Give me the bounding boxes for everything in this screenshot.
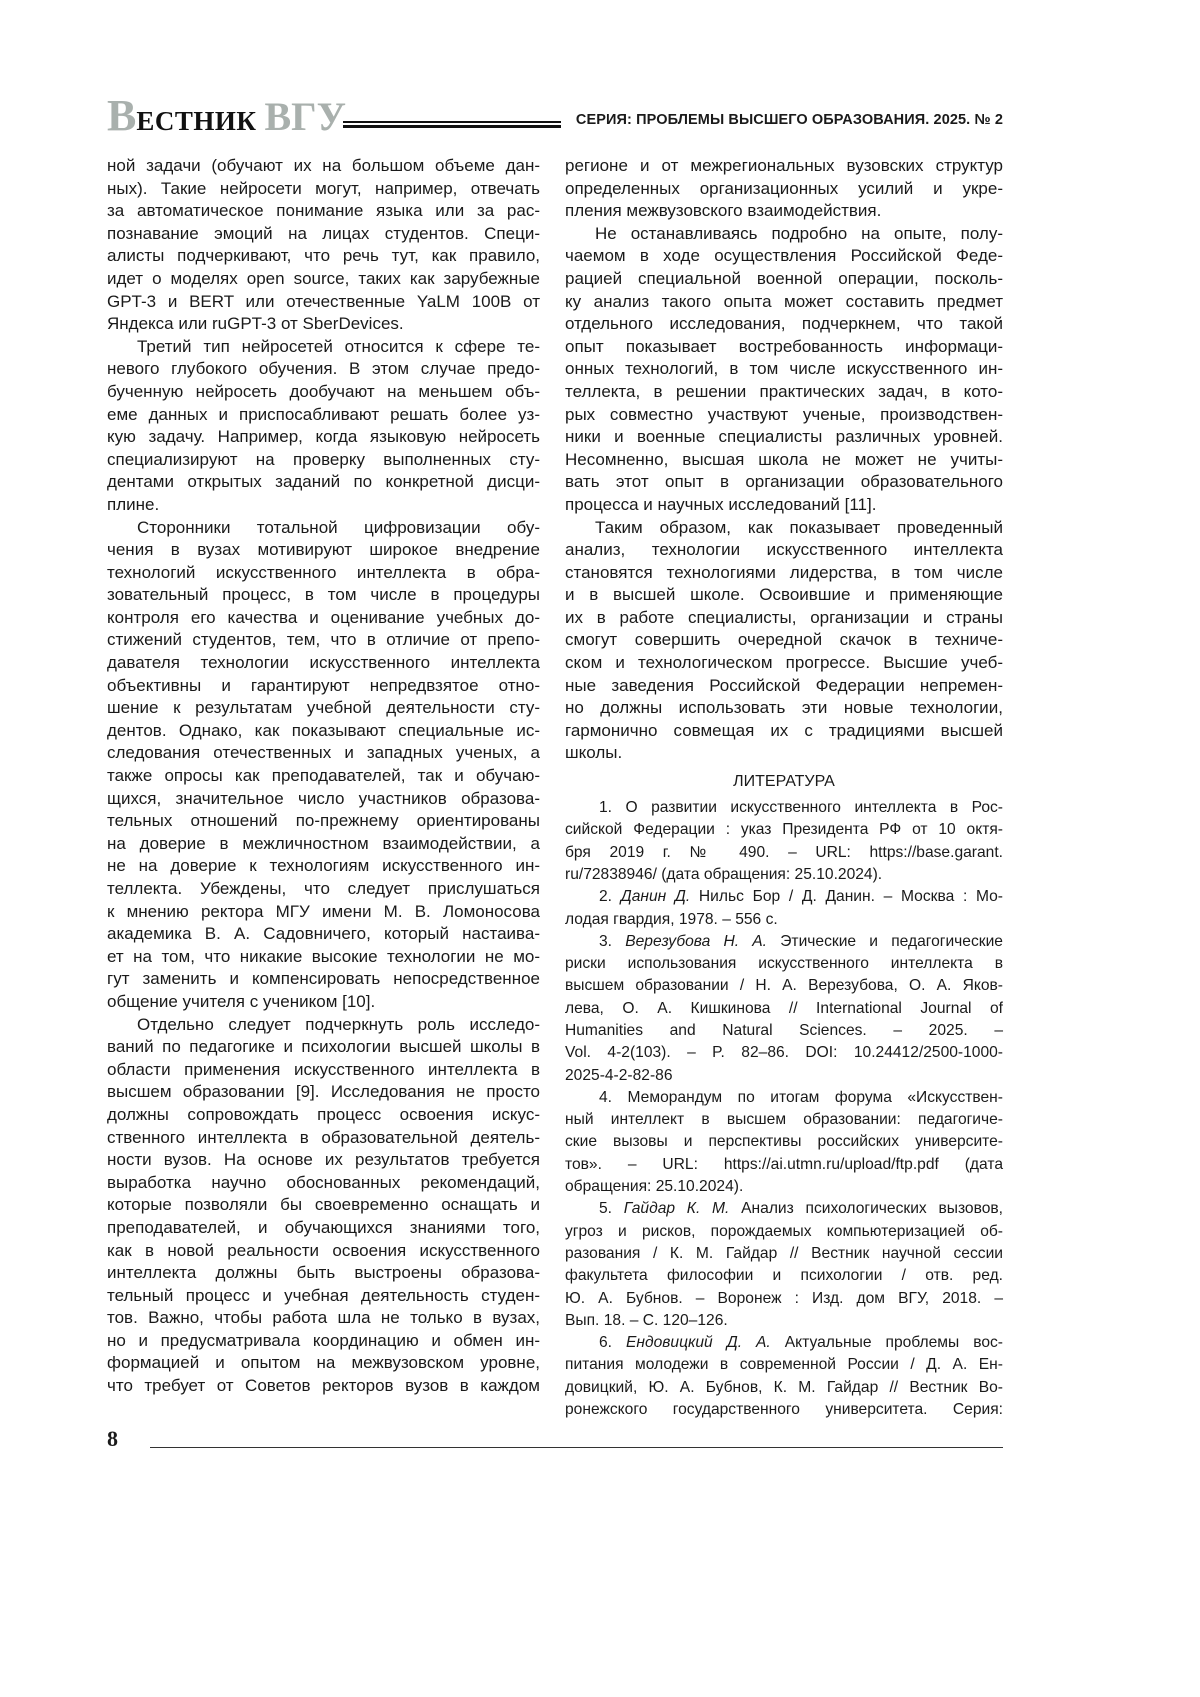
text-line: шение к результатам учебной деятельности сту-	[107, 697, 540, 720]
text-line: Сторонники тотальной цифровизации обу-	[107, 517, 540, 540]
journal-logo	[107, 96, 346, 146]
paragraph	[565, 517, 1003, 766]
reference-author: Ендовицкий Д. А.	[626, 1334, 771, 1351]
text-line: кую задачу. Например, когда языковую нейросеть	[107, 426, 540, 449]
reference-line: питания молодежи в современной России / Д. А. Ен-	[565, 1354, 1003, 1376]
logo-word: ЕСТНИК	[136, 106, 256, 136]
text-line: ваний по педагогике и психологии высшей школы в	[107, 1036, 540, 1059]
text-line: не на доверие к технологиям искусственного ин-	[107, 855, 540, 878]
text-line: алисты подчеркивают, что речь тут, как правило,	[107, 245, 540, 268]
reference-item	[565, 886, 1003, 931]
reference-item	[565, 1087, 1003, 1198]
text-line: определенных организационных усилий и укре-	[565, 178, 1003, 201]
text-line: как в новой реальности освоения искусственного	[107, 1240, 540, 1263]
reference-text: Этические и педагогические	[767, 933, 1003, 950]
text-line: плине.	[107, 494, 540, 517]
text-line: GPT-3 и BERT или отечественные YaLM 100B от	[107, 291, 540, 314]
reference-line	[565, 797, 1003, 819]
text-line: Несомненно, высшая школа не может не учиты-	[565, 449, 1003, 472]
text-line: но и предусматривала координацию и обмен ин-	[107, 1330, 540, 1353]
text-line: преподавателей, и обучающихся знаниями того,	[107, 1217, 540, 1240]
reference-number: 1.	[599, 799, 612, 816]
reference-text: Нильс Бор / Д. Данин. – Москва : Мо-	[690, 888, 1003, 905]
text-line: рацией специальной военной операции, посколь-	[565, 268, 1003, 291]
text-line: гармонично совмещая их с традициями высшей	[565, 720, 1003, 743]
reference-line: Vol. 4-2(103). – P. 82–86. DOI: 10.24412/2500-1000-	[565, 1042, 1003, 1064]
text-line: Отдельно следует подчеркнуть роль исследо-	[107, 1014, 540, 1037]
text-line: на доверие в межличностном взаимодействии, а	[107, 833, 540, 856]
reference-text: О развитии искусственного интеллекта в Рос-	[612, 799, 1003, 816]
reference-number: 3.	[599, 933, 612, 950]
text-line: Третий тип нейросетей относится к сфере те-	[107, 336, 540, 359]
paragraph	[107, 155, 540, 336]
text-line: ной задачи (обучают их на большом объеме дан-	[107, 155, 540, 178]
text-line: школы.	[565, 742, 1003, 765]
reference-line: ный интеллект в высшем образовании: педагогиче-	[565, 1109, 1003, 1131]
reference-number: 2.	[599, 888, 612, 905]
reference-line: ронежского государственного университета. Серия:	[565, 1399, 1003, 1421]
text-line: ных). Такие нейросети могут, например, отвечать	[107, 178, 540, 201]
reference-text: Меморандум по итогам форума «Искусствен-	[612, 1089, 1003, 1106]
text-line: давателя технологии искусственного интеллекта	[107, 652, 540, 675]
text-line: вать этот опыт в организации образовательного	[565, 471, 1003, 494]
text-line: регионе и от межрегиональных вузовских структур	[565, 155, 1003, 178]
reference-line: риски использования искусственного интеллекта в	[565, 953, 1003, 975]
text-line: интеллекта должны быть выстроены образова-	[107, 1262, 540, 1285]
reference-item	[565, 1332, 1003, 1421]
text-line: но должны использовать эти новые технологии,	[565, 697, 1003, 720]
text-line: тельный процесс и учебная деятельность студен-	[107, 1285, 540, 1308]
reference-line: Humanities and Natural Sciences. – 2025. –	[565, 1020, 1003, 1042]
logo-initial: В	[107, 91, 136, 140]
series-title: СЕРИЯ: ПРОБЛЕМЫ ВЫСШЕГО ОБРАЗОВАНИЯ. 2025. № 2	[576, 112, 1003, 128]
logo-vgu: ВГУ	[264, 94, 345, 139]
text-line: ку анализ такого опыта может составить предмет	[565, 291, 1003, 314]
text-line: чаемом в ходе осуществления Российской Феде-	[565, 245, 1003, 268]
text-line: гут заменить и компенсировать непосредственное	[107, 968, 540, 991]
text-line: тельных отношений по-прежнему ориентированы	[107, 810, 540, 833]
text-line: анализ, технологии искусственного интеллекта	[565, 539, 1003, 562]
text-line: высшем образовании [9]. Исследования не просто	[107, 1081, 540, 1104]
text-line: академика В. А. Садовничего, который настаива-	[107, 923, 540, 946]
text-line: и в высшей школе. Освоившие и применяющие	[565, 584, 1003, 607]
journal-header	[107, 96, 1003, 136]
reference-number: 5.	[599, 1200, 612, 1217]
reference-line: угроз и рисков, порождаемых компьютеризацией об-	[565, 1221, 1003, 1243]
reference-line: довицкий, Ю. А. Бубнов, К. М. Гайдар // Вестник Во-	[565, 1377, 1003, 1399]
reference-line: Ю. А. Бубнов. – Воронеж : Изд. дом ВГУ, 2018. –	[565, 1288, 1003, 1310]
text-line: специализируют на проверку выполненных сту-	[107, 449, 540, 472]
right-column	[565, 155, 1003, 1421]
text-line: выработка научно обоснованных рекомендаций,	[107, 1172, 540, 1195]
reference-item	[565, 797, 1003, 886]
paragraph	[107, 336, 540, 517]
text-line: технологий искусственного интеллекта в обра-	[107, 562, 540, 585]
references-heading: ЛИТЕРАТУРА	[565, 767, 1003, 797]
text-line: опыт показывает востребованность информаци-	[565, 336, 1003, 359]
text-line: отдельного исследования, подчеркнем, что такой	[565, 313, 1003, 336]
header-rule	[343, 121, 561, 128]
text-line: ском и технологическом прогрессе. Высшие учеб-	[565, 652, 1003, 675]
reference-author: Данин Д.	[621, 888, 691, 905]
reference-line	[565, 1198, 1003, 1220]
text-line: щихся, значительное число участников образова-	[107, 788, 540, 811]
text-line: общение учителя с учеником [10].	[107, 991, 540, 1014]
reference-line	[565, 1332, 1003, 1354]
text-line: невого глубокого обучения. В этом случае предо-	[107, 358, 540, 381]
paragraph	[107, 517, 540, 1014]
text-line: которые позволяли бы своевременно оснащать и	[107, 1194, 540, 1217]
reference-line	[565, 1087, 1003, 1109]
text-line: тов. Важно, чтобы работа шла не только в вузах,	[107, 1307, 540, 1330]
left-column	[107, 155, 540, 1398]
reference-line: сийской Федерации : указ Президента РФ от 10 октя-	[565, 819, 1003, 841]
paragraph	[565, 155, 1003, 223]
reference-item	[565, 931, 1003, 1087]
reference-line: лодая гвардия, 1978. – 556 с.	[565, 909, 1003, 931]
text-line: объективны и гарантируют непредвзятое отно-	[107, 675, 540, 698]
text-line: Не останавливаясь подробно на опыте, полу-	[565, 223, 1003, 246]
text-line: смогут совершить очередной скачок в техниче-	[565, 629, 1003, 652]
text-line: также опросы как преподавателей, так и обучаю-	[107, 765, 540, 788]
references-list	[565, 797, 1003, 1421]
text-line: следования отечественных и западных ученых, а	[107, 742, 540, 765]
text-line: теллекта. Убеждены, что следует прислушаться	[107, 878, 540, 901]
reference-line: разования / К. М. Гайдар // Вестник научной сессии	[565, 1243, 1003, 1265]
text-line: рых совместно участвуют ученые, производствен-	[565, 404, 1003, 427]
reference-text: Актуальные проблемы вос-	[771, 1334, 1003, 1351]
text-line: ственного интеллекта в образовательной деятель-	[107, 1127, 540, 1150]
reference-line	[565, 886, 1003, 908]
text-line: зовательный процесс, в том числе в процедуры	[107, 584, 540, 607]
reference-item	[565, 1198, 1003, 1332]
text-line: дентов. Однако, как показывают специальные ис-	[107, 720, 540, 743]
page-number: 8	[107, 1426, 118, 1452]
text-line: процесса и научных исследований [11].	[565, 494, 1003, 517]
text-line: ные заведения Российской Федерации непремен-	[565, 675, 1003, 698]
right-column-body	[565, 155, 1003, 765]
reference-number: 4.	[599, 1089, 612, 1106]
reference-line: высшем образовании / Н. А. Верезубова, О. А. Яков-	[565, 975, 1003, 997]
text-line: ности вузов. На основе их результатов требуется	[107, 1149, 540, 1172]
text-line: области применения искусственного интеллекта в	[107, 1059, 540, 1082]
text-line: идет о моделях open source, таких как зарубежные	[107, 268, 540, 291]
text-line: становятся технологиями лидерства, в том числе	[565, 562, 1003, 585]
text-line: пления межвузовского взаимодействия.	[565, 200, 1003, 223]
text-line: еме данных и приспосабливают решать более уз-	[107, 404, 540, 427]
text-line: Яндекса или ruGPT-3 от SberDevices.	[107, 313, 540, 336]
text-line: к мнению ректора МГУ имени М. В. Ломоносова	[107, 901, 540, 924]
reference-author: Верезубова Н. А.	[625, 933, 767, 950]
text-line: познавание эмоций на лицах студентов. Специ-	[107, 223, 540, 246]
reference-line: тов». – URL: https://ai.utmn.ru/upload/ftp.pdf (дата	[565, 1154, 1003, 1176]
text-line: бученную нейросеть дообучают на меньшем объ-	[107, 381, 540, 404]
text-line: ет на том, что никакие высокие технологии не мо-	[107, 946, 540, 969]
footer-rule	[150, 1447, 1003, 1448]
text-line: стижений студентов, тем, что в отличие от препо-	[107, 629, 540, 652]
text-line: формацией и опытом на межвузовском уровне,	[107, 1352, 540, 1375]
text-line: дентами открытых заданий по конкретной дисци-	[107, 471, 540, 494]
reference-line: лева, О. А. Кишкинова // International Journal of	[565, 998, 1003, 1020]
reference-line: факультета философии и психологии / отв. ред.	[565, 1265, 1003, 1287]
text-line: их в работе специалисты, организации и страны	[565, 607, 1003, 630]
text-line: что требует от Советов ректоров вузов в каждом	[107, 1375, 540, 1398]
reference-line: ru/72838946/ (дата обращения: 25.10.2024).	[565, 864, 1003, 886]
reference-line	[565, 931, 1003, 953]
reference-author: Гайдар К. М.	[624, 1200, 730, 1217]
text-line: теллекта, в решении практических задач, в кото-	[565, 381, 1003, 404]
text-line: ники и военные специалисты различных уровней.	[565, 426, 1003, 449]
text-line: Таким образом, как показывает проведенный	[565, 517, 1003, 540]
reference-line: ские вызовы и перспективы российских университе-	[565, 1131, 1003, 1153]
reference-number: 6.	[599, 1334, 612, 1351]
text-line: за автоматическое понимание языка или за рас-	[107, 200, 540, 223]
reference-text: Анализ психологических вызовов,	[729, 1200, 1003, 1217]
paragraph	[565, 223, 1003, 517]
reference-line: Вып. 18. – С. 120–126.	[565, 1310, 1003, 1332]
reference-line: 2025-4-2-82-86	[565, 1065, 1003, 1087]
reference-line: бря 2019 г. № 490. – URL: https://base.garant.	[565, 842, 1003, 864]
text-line: контроля его качества и оценивание учебных до-	[107, 607, 540, 630]
reference-line: обращения: 25.10.2024).	[565, 1176, 1003, 1198]
text-line: онных технологий, в том числе искусственного ин-	[565, 358, 1003, 381]
text-line: должны сопровождать процесс освоения искус-	[107, 1104, 540, 1127]
paragraph	[107, 1014, 540, 1398]
text-line: чения в вузах мотивируют широкое внедрение	[107, 539, 540, 562]
